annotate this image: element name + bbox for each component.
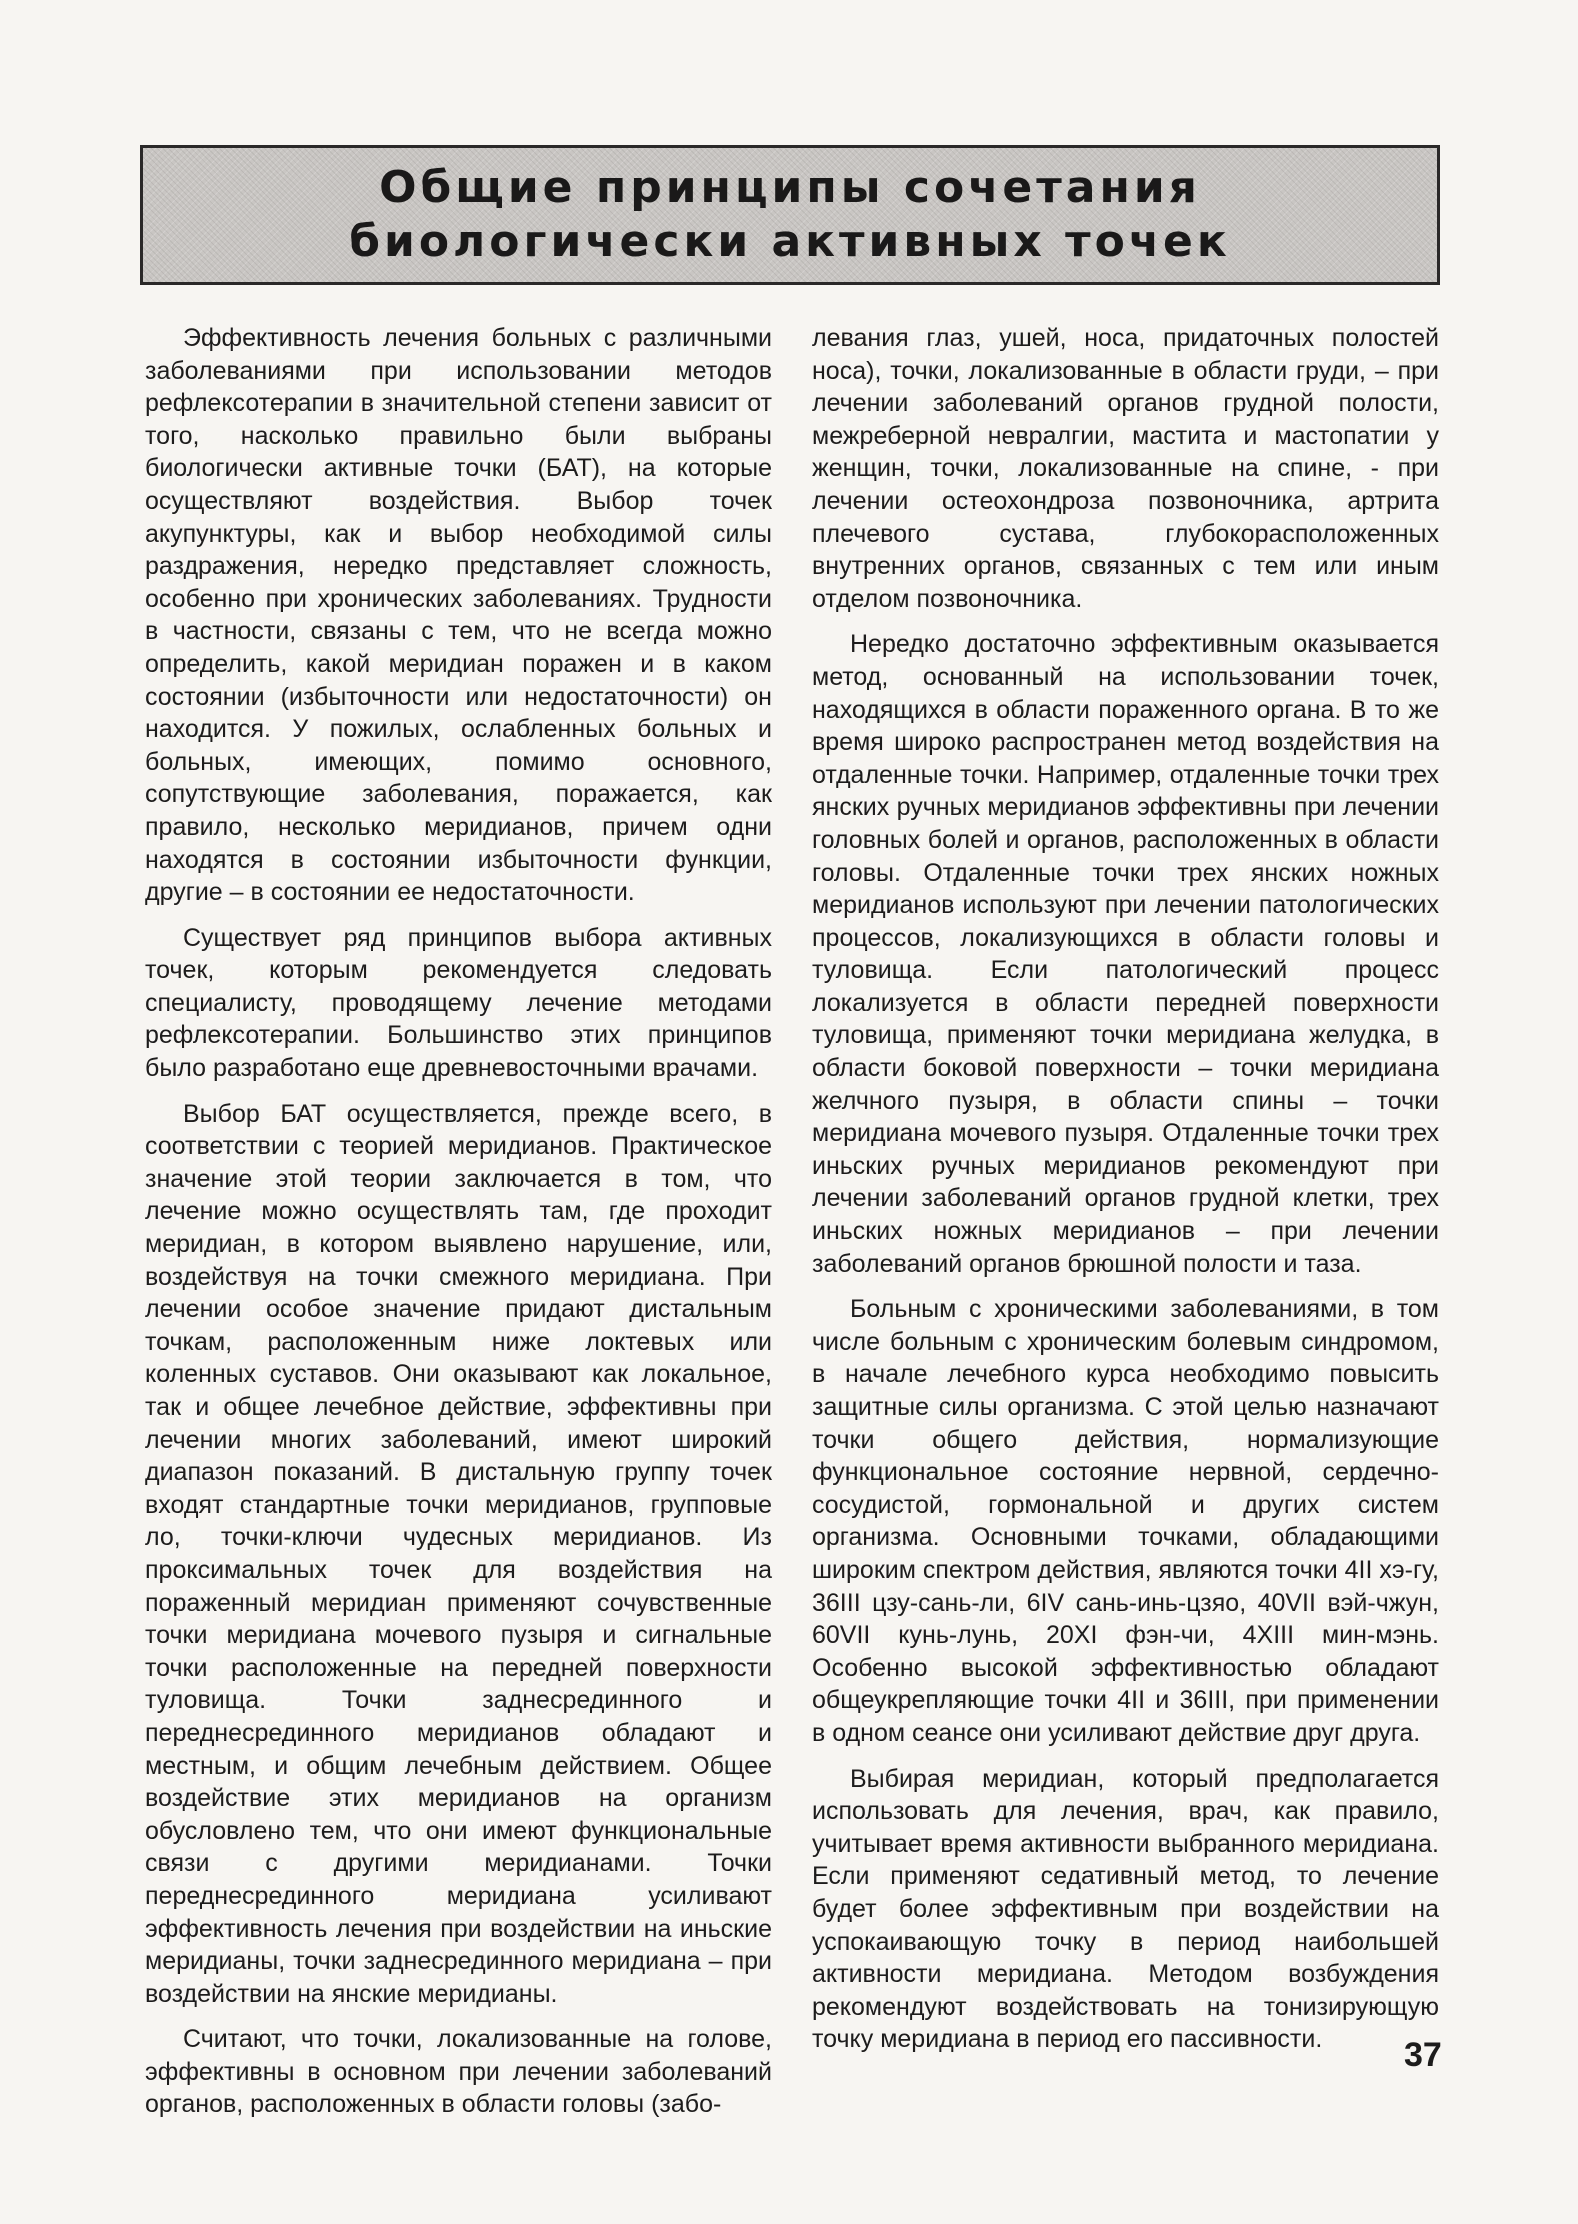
paragraph-continuation: левания глаз, ушей, носа, придаточных полостей носа), точки, локализованные в области груди, – при лечении заболеваний органов грудной полости, межреберной невралгии, мастита и мастопатии у женщин, точки, локализованные на спине, - при лечении остеохондроза позвоночника, артрита плечевого сустава, глубокорасположенных внутренних органов, связанных с тем или иным отделом позвоночника. [812, 324, 1439, 613]
left-column [145, 322, 772, 2134]
paragraph: Выбор БАТ осуществляется, прежде всего, в соответствии с теорией меридианов. Практическое значение этой теории заключается в том, что лечение можно осуществлять там, где проходит меридиан, в котором выявлено нарушение, или, воздействуя на точки смежного меридиана. При лечении особое значение придают дистальным точкам, расположенным ниже локтевых или коленных суставов. Они оказывают как локальное, так и общее лечебное действие, эффективны при лечении многих заболеваний, имеют широкий диапазон показаний. В дистальную группу точек входят стандартные точки меридианов, групповые ло, точки-ключи чудесных меридианов. Из проксимальных точек для воздействия на пораженный меридиан применяют сочувственные точки меридиана мочевого пузыря и сигнальные точки расположенные на передней поверхности туловища. Точки заднесрединного и переднесрединного меридианов обладают и местным, и общим лечебным действием. Общее воздействие этих меридианов на организм обусловлено тем, что они имеют функциональные связи с другими меридианами. Точки переднесрединного меридиана усиливают эффективность лечения при воздействии на иньские меридианы, точки заднесрединного меридиана – при воздействии на янские меридианы. [145, 1099, 772, 2008]
paragraph: Считают, что точки, локализованные на голове, эффективны в основном при лечении заболеваний органов, расположенных в области головы (забо- [145, 2025, 772, 2119]
title-line-2: биологически активных точек [349, 216, 1231, 267]
paragraph: Выбирая меридиан, который предполагается использовать для лечения, врач, как правило, учитывает время активности выбранного меридиана. Если применяют седативный метод, то лечение будет более эффективным при воздействии на успокаивающую точку в период наибольшей активности меридиана. Методом возбуждения рекомендуют воздействовать на тонизирующую точку меридиана в период его пассивности. [812, 1764, 1439, 2054]
right-column [812, 322, 1439, 2069]
title-line-1: Общие принципы сочетания [379, 162, 1201, 213]
paragraph: Больным с хроническими заболеваниями, в том числе больным с хроническим болевым синдромом, в начале лечебного курса необходимо повысить защитные силы организма. С этой целью назначают точки общего действия, нормализующие функциональное состояние нервной, сердечно-сосудистой, гормональной и других систем организма. Основными точками, обладающими широким спектром действия, являются точки 4II хэ-гу, 36III цзу-сань-ли, 6IV сань-инь-цзяо, 40VII вэй-чжун, 60VII кунь-лунь, 20XI фэн-чи, 4XIII мин-мэнь. Особенно высокой эффективностью обладают общеукрепляющие точки 4II и 36III, при применении в одном сеансе они усиливают действие друг друга. [812, 1295, 1440, 1747]
page-number: 37 [1404, 2036, 1442, 2074]
paragraph: Существует ряд принципов выбора активных точек, которым рекомендуется следовать специалисту, проводящему лечение методами рефлексотерапии. Большинство этих принципов было разработано еще древневосточными врачами. [145, 923, 772, 1083]
paragraph: Нередко достаточно эффективным оказывается метод, основанный на использовании точек, находящихся в области пораженного органа. В то же время широко распространен метод воздействия на отдаленные точки. Например, отдаленные точки трех янских ручных меридианов эффективны при лечении головных болей и органов, расположенных в области головы. Отдаленные точки трех янских ножных меридианов используют при лечении патологических процессов, локализующихся в области головы и туловища. Если патологический процесс локализуется в области передней поверхности туловища, применяют точки меридиана желудка, в области боковой поверхности – точки меридиана желчного пузыря, в области спины – точки меридиана мочевого пузыря. Отдаленные точки трех иньских ручных меридианов рекомендуют при лечении заболеваний органов грудной клетки, трех иньских ножных меридианов – при лечении заболеваний органов брюшной полости и таза. [812, 630, 1439, 1278]
paragraph: Эффективность лечения больных с различными заболеваниями при использовании методов рефлексотерапии в значительной степени зависит от того, насколько правильно были выбраны биологически активные точки (БАТ), на которые осуществляют воздействия. Выбор точек акупунктуры, как и выбор необходимой силы раздражения, нередко представляет сложность, особенно при хронических заболеваниях. Трудности в частности, связаны с тем, что не всегда можно определить, какой меридиан поражен и в каком состоянии (избыточности или недостаточности) он находится. У пожилых, ослабленных больных и больных, имеющих, помимо основного, сопутствующие заболевания, поражается, как правило, несколько меридианов, причем одни находятся в состоянии избыточности функции, другие – в состоянии ее недостаточности. [145, 324, 772, 907]
title-box [140, 145, 1440, 285]
